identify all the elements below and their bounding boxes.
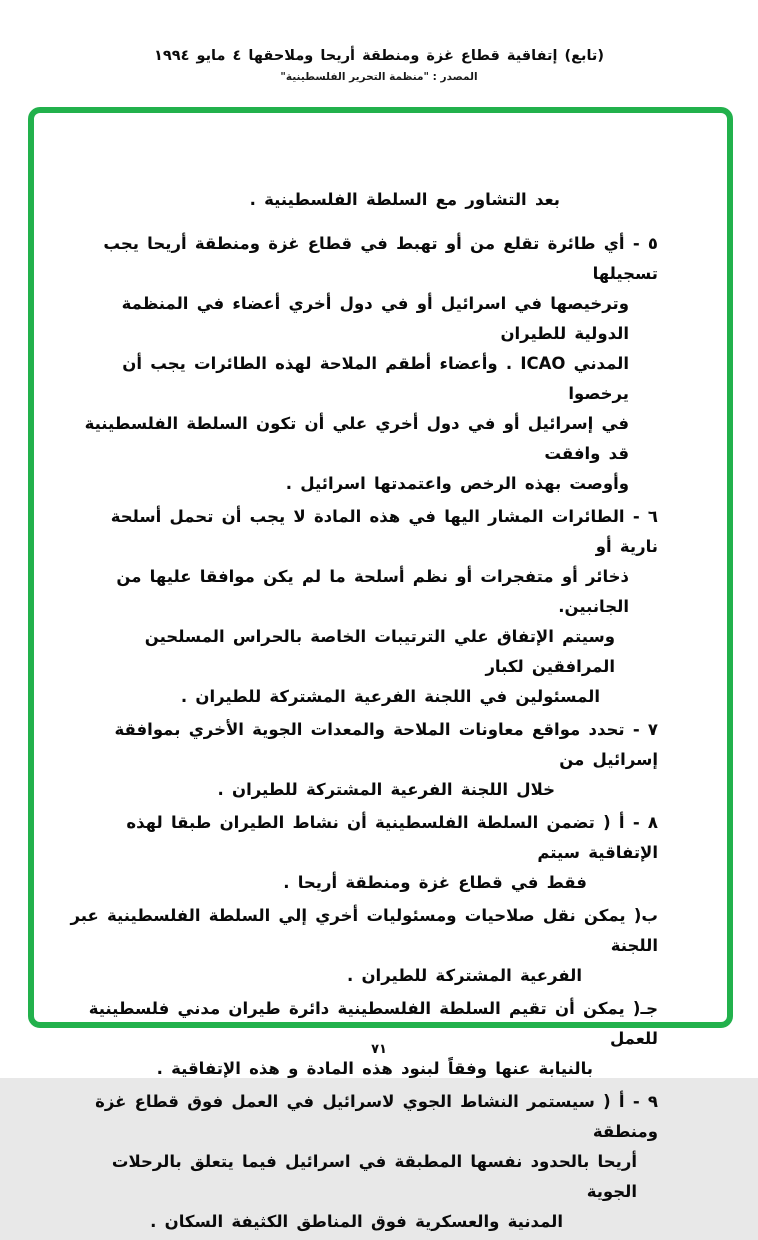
page-header: [0, 48, 758, 83]
text-line: جـ‎)‎ يمكن أن تقيم السلطة الفلسطينية دائرة طيران مدني فلسطينية للعمل: [88, 999, 658, 1048]
text-line: أريحا بالحدود نفسها المطبقة في اسرائيل فيما يتعلق بالرحلات الجوية: [111, 1152, 637, 1201]
text-line: وترخيصها في اسرائيل أو في دول أخري أعضاء في المنظمة الدولية للطيران: [121, 294, 629, 343]
text-line: المسئولين في اللجنة الفرعية المشتركة للطيران .: [180, 687, 600, 706]
page-number: ٧١: [371, 1042, 387, 1057]
paragraph-6: [70, 502, 658, 712]
intro-line-paragraph: [70, 185, 658, 215]
text-line: بالنيابة عنها وفقاً لبنود هذه المادة و هذه الإتفاقية .: [156, 1059, 593, 1078]
text-line: المدنية والعسكرية فوق المناطق الكثيفة السكان .: [150, 1212, 563, 1231]
text-line: المدني ICAO . وأعضاء أطقم الملاحة لهذه الطائرات يجب أن يرخصوا: [122, 354, 629, 403]
paragraph-5: [70, 229, 658, 499]
paragraph-7: [70, 715, 658, 805]
text-line: ذخائر أو متفجرات أو نظم أسلحة ما لم يكن موافقا عليها من الجانبين.: [116, 567, 629, 616]
paragraph-9a: [70, 1087, 658, 1237]
text-line: خلال اللجنة الفرعية المشتركة للطيران .: [217, 780, 555, 799]
paragraph-8b: [70, 901, 658, 991]
text-line: ب‎)‎ يمكن نقل صلاحيات ومسئوليات أخري إلي السلطة الفلسطينية عبر اللجنة: [70, 906, 658, 955]
text-line: ٨ - أ ‎)‎ تضمن السلطة الفلسطينية أن نشاط الطيران طبقا لهذه الإتفاقية سيتم: [126, 813, 658, 862]
text-line: وأوصت بهذه الرخص واعتمدتها اسرائيل .: [285, 474, 629, 493]
text-line: بعد التشاور مع السلطة الفلسطينية .: [249, 190, 560, 209]
document-text-block: [70, 185, 658, 1240]
text-line: ٦ - الطائرات المشار اليها في هذه المادة لا يجب أن تحمل أسلحة نارية أو: [110, 507, 658, 556]
paragraph-8a: [70, 808, 658, 898]
text-line: وسيتم الإتفاق علي الترتيبات الخاصة بالحراس المسلحين المرافقين لكبار: [144, 627, 615, 676]
document-title: (تابع) إتفاقية قطاع غزة ومنطقة أريحا وملاحقها ٤ مايو ١٩٩٤: [154, 48, 604, 64]
text-line: ٥ - أي طائرة تقلع من أو تهبط في قطاع غزة ومنطقة أريحا يجب تسجيلها: [103, 234, 658, 283]
text-line: ٩ - أ ‎)‎ سيستمر النشاط الجوي لاسرائيل في العمل فوق قطاع غزة ومنطقة: [95, 1092, 658, 1141]
text-line: فقط في قطاع غزة ومنطقة أريحا .: [283, 873, 587, 892]
text-line: ٧ - تحدد مواقع معاونات الملاحة والمعدات الجوية الأخري بموافقة إسرائيل من: [114, 720, 658, 769]
document-source: المصدر : "منظمة التحرير الفلسطينية": [280, 71, 478, 83]
paragraph-8c: [70, 994, 658, 1084]
text-line: الفرعية المشتركة للطيران .: [346, 966, 582, 985]
text-line: في إسرائيل أو في دول أخري علي أن تكون السلطة الفلسطينية قد وافقت: [84, 414, 629, 463]
